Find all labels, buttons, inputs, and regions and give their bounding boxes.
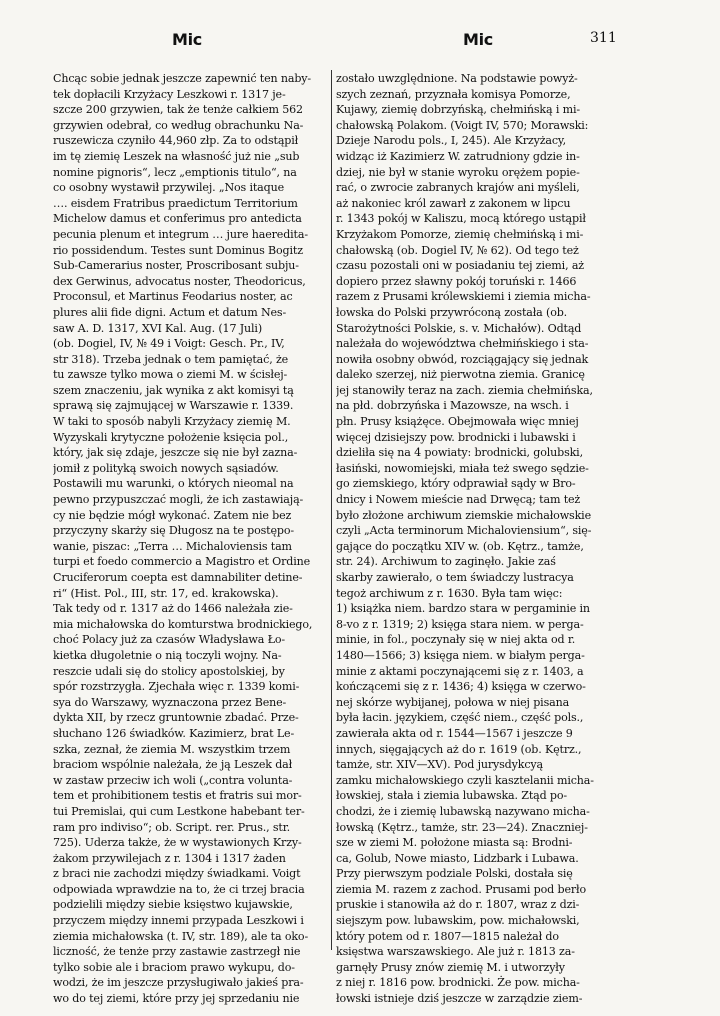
right-column-text-line: łowską (Kętrz., tamże, str. 23—24). Znaczniej- [336, 820, 588, 834]
right-column-text-line: daleko szerzej, niż pierwotna ziemia. Granicę [336, 368, 585, 382]
left-column-text-line: Postawili mu warunki, o których nieomal na [53, 477, 294, 491]
right-column-text-line: minie, in fol., poczynały się w niej akta od r. [336, 633, 576, 647]
right-column-text-line: łowski istnieje dziś jeszcze w zarządzie ziem- [336, 992, 583, 1006]
right-column-text-line: na płd. dobrzyńska i Mazowsze, na wsch. i [336, 399, 569, 413]
left-column-text-line: który, jak się zdaje, jeszcze się nie był zazna- [53, 446, 298, 460]
left-column-text-line: kietka długoletnie o nią toczyli wojny. Na- [53, 648, 282, 662]
left-column-text-line: plures alii fide digni. Actum et datum Nes- [53, 305, 287, 319]
right-column-text-line: Krzyżakom Pomorze, ziemię chełmińską i mi- [336, 227, 584, 241]
left-column-text-line: (ob. Dogiel, IV, № 49 i Voigt: Gesch. Pr., IV, [53, 337, 285, 351]
left-column-text-line: tu zawsze tylko mowa o ziemi M. w ścisłej- [53, 368, 288, 382]
left-column-text-line: żakom przywilejach z r. 1304 i 1317 żaden [53, 851, 286, 865]
left-column-text-line: Cruciferorum coepta est damnabiliter detine- [53, 571, 303, 584]
right-column-text-line: chałowską (ob. Dogiel IV, № 62). Od tego też [336, 243, 579, 257]
right-column-text-line: Przy pierwszym podziale Polski, dostała się [336, 867, 573, 881]
left-column-text-line: tui Premislai, qui cum Lestkone habebant ter- [53, 804, 305, 818]
left-column-text-line: wanie, piszac: „Terra … Michaloviensis tam [53, 539, 292, 553]
right-column-text-line: chodzi, że i ziemię lubawską nazywano micha- [336, 804, 590, 818]
left-column-text-line: Proconsul, et Martinus Feodarius noster, ac [53, 290, 293, 304]
left-column-text-line: nomine pignoris“, lecz „emptionis titulo“, na [53, 165, 297, 179]
right-column-text-line: 1) książka niem. bardzo stara w pergaminie in [336, 602, 590, 616]
left-column-text-line: odpowiada wprawdzie na to, że ci trzej bracia [53, 882, 305, 896]
left-column-text-line: braciom wspólnie należała, że ją Leszek dał [53, 758, 293, 772]
left-column-text-line: Wyzyskali krytyczne położenie księcia pol., [53, 430, 289, 444]
right-column-text-line: tamże, str. XIV—XV). Pod jurysdykcyą [336, 758, 543, 772]
right-column-text-line: czasu pozostali oni w posiadaniu tej ziemi, aż [336, 259, 584, 273]
right-column-text-line: innych, sięgających aż do r. 1619 (ob. Kętrz., [336, 742, 582, 756]
left-column-text-line: spór rozstrzygła. Zjechała więc r. 1339 komi- [53, 680, 300, 694]
left-column-text-line: Tak tedy od r. 1317 aż do 1466 należała zie- [53, 602, 293, 616]
right-column-text-line: należała do województwa chełmińskiego i sta- [336, 337, 589, 351]
right-column-text-line: dopiero przez sławny pokój toruński r. 1466 [336, 274, 577, 288]
left-column-text-line: tylko sobie ale i braciom prawo wykupu, do- [53, 960, 295, 974]
left-column-text-line: im tę ziemię Leszek na własność już nie „sub [53, 149, 300, 163]
right-column-text-line: było złożone archiwum ziemskie michałowskie [336, 508, 591, 522]
right-column-text-line: razem z Prusami królewskiemi i ziemia micha- [336, 290, 591, 304]
right-column-text-line: łasiński, nowomiejski, miała też swego sędzie- [336, 461, 589, 475]
right-column-text-line: aż nakoniec król zawarł z zakonem w lipcu [336, 196, 571, 210]
left-column-text-line: ri“ (Hist. Pol., III, str. 17, ed. krakowska). [53, 586, 279, 600]
right-column-text-line: nej skórze wybijanej, połowa w niej pisana [336, 695, 570, 709]
left-column-text-line: ram pro indiviso“; ob. Script. rer. Prus., str. [53, 820, 291, 834]
right-column-text-line: księstwa warszawskiego. Ale już r. 1813 za- [336, 945, 575, 959]
left-column-text-line: pecunia plenum et integrum … jure haereditа- [53, 227, 308, 241]
right-column-text-line: r. 1343 pokój w Kaliszu, mocą którego ustąpił [336, 212, 586, 226]
right-column-text-line: 8-vo z r. 1319; 2) księga stara niem. w perga- [336, 617, 584, 631]
left-column-text-line: szem znaczeniu, jak wynika z akt komisyi tą [53, 383, 294, 397]
right-column-text-line: więcej dzisiejszy pow. brodnicki i lubawski i [336, 430, 576, 444]
left-column-text-line: podzielili między siebie księstwo kujawskie, [53, 898, 293, 912]
left-column-text-line: ruszewicza czyniło 44,960 złp. Za to odstąpił [53, 134, 299, 148]
left-column-text-line: str 318). Trzeba jednak o tem pamiętać, że [53, 352, 289, 366]
left-column-text-line: pewno przypuszczać mogli, że ich zastawiają- [53, 493, 304, 507]
left-column-text-line: saw A. D. 1317, XVI Kal. Aug. (17 Juli) [53, 321, 262, 335]
left-column-text-line: sya do Warszawy, wyznaczona przez Bene- [53, 695, 287, 709]
left-column-text-line: ziemia michałowska (t. IV, str. 189), ale ta oko- [53, 929, 309, 943]
right-column-text-line: kończącemi się z r. 1436; 4) księga w czerwo- [336, 680, 586, 694]
left-column-text-line: reszcie udali się do stolicy apostolskiej, by [53, 664, 285, 678]
left-column-text-line: jomił z polityką swoich nowych sąsiadów. [53, 461, 279, 475]
left-column-text-line: tem et prohibitionem testis et fratris sui mor- [53, 789, 302, 803]
page-header [0, 30, 720, 54]
left-column-text-line: turpi et foedo commercio a Magistro et Ordine [53, 555, 311, 569]
right-column-text-line: chałowską Polakom. (Voigt IV, 570; Morawski: [336, 118, 589, 132]
right-column-text-line: gające do początku XIV w. (ob. Kętrz., tamże, [336, 539, 584, 553]
right-column-text-line: sze w ziemi M. położone miasta są: Brodni- [336, 836, 573, 850]
right-column-text-line: garnęły Prusy znów ziemię M. i utworzyły [336, 960, 565, 974]
left-column-text-line: choć Polacy już za czasów Władysława Ło- [53, 633, 286, 647]
right-column-text-line: który potem od r. 1807—1815 należał do [336, 929, 559, 943]
left-column-text-line: co osobny wystawił przywilej. „Nos itaque [53, 181, 285, 195]
header-center-word: Mic [463, 30, 493, 49]
right-column-text-line: zamku michałowskiego czyli kasztelanii micha- [336, 773, 594, 787]
left-column-text-line: wodzi, że im jeszcze przysługiwało jakieś pra- [53, 976, 304, 990]
right-column-text-line: widząc iż Kazimierz W. zatrudniony gdzie in- [336, 149, 580, 163]
right-column-text-line: dnicy i Nowem mieście nad Drwęcą; tam też [336, 493, 581, 507]
right-column-text-line: skarby zawierało, o tem świadczy lustracya [336, 571, 574, 584]
right-column-text-line: łowska do Polski przywróconą została (ob. [336, 305, 568, 319]
left-column-text-line: przyczyny skarży się Długosz na te postępo- [53, 524, 294, 538]
left-column-text-line: rio possidendum. Testes sunt Dominus Bogitz [53, 243, 303, 257]
right-column-text-line: jej stanowiły teraz na zach. ziemia chełmińska, [336, 383, 593, 397]
left-column-text-line: szka, zeznał, że ziemia M. wszystkim trzem [53, 742, 291, 756]
column-divider [331, 70, 332, 950]
left-column-text-line: wo do tej ziemi, które przy jej sprzedaniu nie [53, 992, 300, 1006]
right-column [336, 71, 618, 1007]
right-column-text-line: tegoż archiwum z r. 1630. Była tam więc: [336, 586, 563, 600]
left-column-text-line: mia michałowska do komturstwa brodnickiego, [53, 617, 313, 631]
right-column-text-line: szych zeznań, przyznała komisya Pomorze, [336, 87, 571, 101]
page-number: 311 [590, 30, 617, 46]
right-column-text-line: ziemia M. razem z zachod. Prusami pod berło [336, 882, 586, 896]
right-column-text-line: rać, o zwrocie zabranych krajów ani myśleli, [336, 181, 580, 195]
right-column-text-line: Starożytności Polskie, s. v. Michałów). Odtąd [336, 321, 582, 335]
left-column-text-line: szcze 200 grzywien, tak że tenże całkiem 562 [53, 103, 303, 117]
right-column-text-line: ca, Golub, Nowe miasto, Lidzbark i Lubawa. [336, 851, 579, 865]
left-column-text-line: cy nie będzie mógł wykonać. Zatem nie bez [53, 508, 292, 522]
right-column-text-line: zawierała akta od r. 1544—1567 i jeszcze 9 [336, 726, 573, 740]
left-column-text-line: tek dopłacili Krzyżacy Leszkowi r. 1317 je- [53, 87, 286, 101]
header-left-word: Mic [172, 30, 202, 49]
left-column-text-line: 725). Uderza także, że w wystawionych Krzy- [53, 836, 302, 850]
right-column-text-line: łowskiej, stała i ziemia lubawska. Ztąd po- [336, 789, 568, 803]
left-column-text-line: sprawą się zajmującej w Warszawie r. 1339. [53, 399, 294, 413]
right-column-text-line: z niej r. 1816 pow. brodnicki. Że pow. micha- [336, 976, 580, 990]
left-column-text-line: liczność, że tenże przy zastawie zastrzegł nie [53, 945, 301, 959]
right-column-text-line: czyli „Acta terminorum Michaloviensium“, się- [336, 524, 592, 538]
left-column-text-line: z braci nie zachodzi między świadkami. Voigt [53, 867, 301, 881]
right-column-text-line: płn. Prusy książęce. Obejmowała więc mniej [336, 415, 579, 429]
right-column-text-line: pruskie i stanowiła aż do r. 1807, wraz z dzi- [336, 898, 580, 912]
left-column-text-line: dykta XII, by rzecz gruntownie zbadać. Prze- [53, 711, 299, 725]
left-column-text-line: grzywien odebrał, co według obrachunku Na- [53, 118, 304, 132]
right-column-text-line: dziej, nie był w stanie wyroku orężem popie- [336, 165, 580, 179]
right-column-text-line: minie z aktami poczynającemi się z r. 1403, a [336, 664, 584, 678]
left-column-text-line: słuchano 126 świadków. Kazimierz, brat Le- [53, 726, 295, 740]
right-column-text-line: 1480—1566; 3) księga niem. w białym perga- [336, 648, 585, 662]
left-column-text-line: dex Gerwinus, advocatus noster, Theodoricus, [53, 274, 306, 288]
right-column-text-line: siejszym pow. lubawskim, pow. michałowski, [336, 914, 580, 928]
left-column-text-line: Chcąc sobie jednak jeszcze zapewnić ten naby- [53, 72, 311, 85]
right-column-text-line: go ziemskiego, który odprawiał sądy w Bro- [336, 477, 576, 491]
left-column [53, 71, 329, 1007]
left-column-text-line: …. eisdem Fratribus praedictum Territorium [53, 196, 298, 210]
left-column-text-line: w zastaw przeciw ich woli („contra volunta- [53, 773, 293, 787]
left-column-text-line: Sub-Camerarius noster, Proscribosant subju- [53, 259, 299, 273]
right-column-text-line: Dzieje Narodu pols., I, 245). Ale Krzyżacy, [336, 134, 566, 148]
right-column-text-line: str. 24). Archiwum to zaginęło. Jakie zaś [336, 555, 556, 569]
right-column-text-line: nowiła osobny obwód, rozciągający się jednak [336, 352, 589, 366]
left-column-text-line: przyczem między innemi przypada Leszkowi i [53, 914, 304, 928]
left-column-text-line: W taki to sposób nabyli Krzyżacy ziemię M. [53, 415, 291, 429]
right-column-text-line: zostało uwzględnione. Na podstawie powyż- [336, 72, 578, 85]
right-column-text-line: była łacin. językiem, część niem., część pols., [336, 711, 584, 725]
right-column-text-line: dzieliła się na 4 powiaty: brodnicki, golubski, [336, 446, 583, 460]
right-column-text-line: Kujawy, ziemię dobrzyńską, chełmińską i mi- [336, 103, 580, 117]
left-column-text-line: Michelow damus et conferimus pro antedicta [53, 212, 302, 226]
